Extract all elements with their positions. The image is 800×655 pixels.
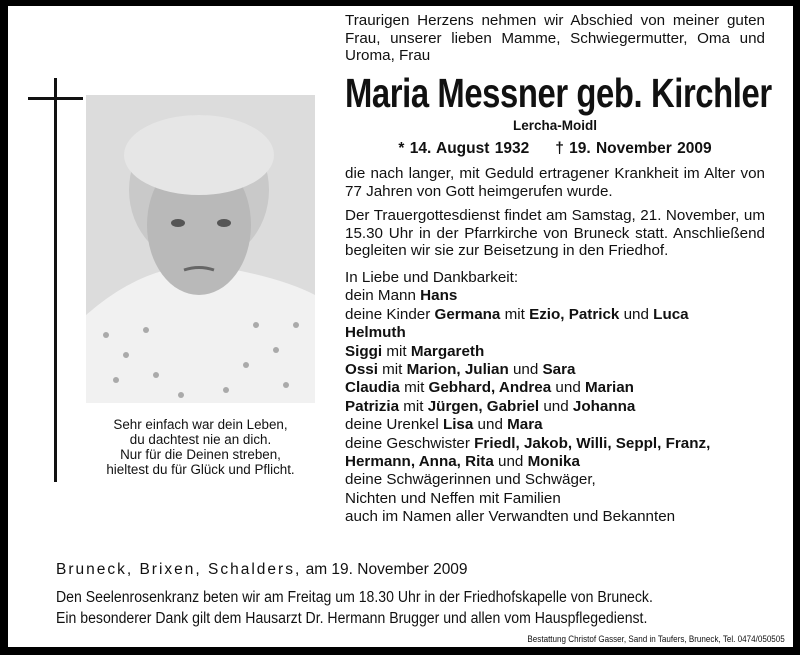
mourner-name: Ossi <box>345 360 378 378</box>
mourner-line <box>345 287 765 305</box>
place-date <box>56 561 468 579</box>
mourner-text: und <box>473 416 508 434</box>
mourner-name: Monika <box>527 453 580 470</box>
mourner-line <box>345 269 765 287</box>
mourner-name: Marian <box>584 379 634 397</box>
mourner-text: deine Kinder <box>345 305 435 323</box>
mourner-line <box>345 343 765 361</box>
mourner-text: und <box>551 379 585 397</box>
poem-line: du dachtest nie an dich. <box>129 432 272 447</box>
mourner-line <box>345 508 765 526</box>
mourner-text: und <box>539 397 573 415</box>
mourner-name: Marion, Julian <box>406 360 509 378</box>
mourner-text: auch im Namen aller Verwandten und Bekannten <box>345 508 676 526</box>
place: Bruneck, Brixen, Schalders, <box>56 561 302 578</box>
mourner-line <box>345 379 765 397</box>
mourner-text: deine Urenkel <box>345 416 443 434</box>
mourner-text: dein Mann <box>345 287 421 305</box>
mourner-line <box>345 453 765 471</box>
poem-line: hieltest du für Glück und Pflicht. <box>106 462 295 477</box>
mourner-name: Sara <box>542 360 576 378</box>
mourner-text: mit <box>399 397 428 415</box>
nickname: Lercha-Moidl <box>512 117 597 133</box>
funeral-home-credit: Bestattung Christof Gasser, Sand in Taufers, Bruneck, Tel. 0474/050505 <box>527 634 785 645</box>
mourner-text: In Liebe und Dankbarkeit: <box>345 268 519 286</box>
mourner-text: mit <box>377 360 407 378</box>
cross-icon-bar <box>28 97 83 100</box>
mourner-text: und <box>493 453 528 470</box>
mourner-name: Ezio, Patrick <box>529 305 620 323</box>
mourner-name: Luca <box>653 305 689 323</box>
thanks-text: Ein besonderer Dank gilt dem Hausarzt Dr. Hermann Brugger und allen vom Hauspflegedienst. <box>56 610 648 627</box>
mourner-line <box>345 435 765 453</box>
mourner-name: Friedl, Jakob, Willi, Seppl, Franz, <box>474 434 711 452</box>
mourner-name: Claudia <box>345 379 400 397</box>
mourner-text: und <box>619 305 654 323</box>
obituary-notice <box>8 6 793 647</box>
mourner-name: Hans <box>420 287 458 305</box>
intro-text: Traurigen Herzens nehmen wir Abschied von meiner guten Frau, unserer lieben Mamme, Schwiegermutter, Oma und Uroma, Frau <box>345 12 765 65</box>
deceased-name: Maria Messner geb. Kirchler <box>345 69 772 116</box>
poem-line: Nur für die Deinen streben, <box>120 447 281 462</box>
mourner-name: Patrizia <box>345 397 400 415</box>
birth-date: * 14. August 1932 <box>398 140 530 158</box>
mourner-name: Johanna <box>572 397 636 415</box>
mourner-line <box>345 361 765 379</box>
mourner-text: deine Schwägerinnen und Schwäger, <box>345 471 596 489</box>
mourner-text: deine Geschwister <box>345 434 475 452</box>
mourner-name: Lisa <box>442 416 474 434</box>
mourner-name: Jürgen, Gabriel <box>427 397 540 415</box>
closing-notes <box>56 587 653 629</box>
mourner-name: Mara <box>507 416 543 434</box>
mourner-text: Nichten und Neffen mit Familien <box>345 489 561 507</box>
life-dates <box>345 140 765 158</box>
death-date: † 19. November 2009 <box>555 140 712 158</box>
funeral-text: Der Trauergottesdienst findet am Samstag, 21. November, um 15.30 Uhr in der Pfarrkirche von Bruneck statt. Anschließend begleiten wir sie zur Beisetzung in den Friedhof. <box>345 207 765 260</box>
mourner-name: Margareth <box>410 342 485 360</box>
poem <box>88 417 313 477</box>
mourner-text: und <box>508 360 543 378</box>
mourner-line <box>345 490 765 508</box>
mourner-line <box>345 471 765 489</box>
mourner-name: Hermann, Anna, Rita <box>345 453 494 470</box>
mourner-name: Germana <box>434 305 501 323</box>
mourner-text: mit <box>399 379 429 397</box>
rosary-text: Den Seelenrosenkranz beten wir am Freitag um 18.30 Uhr in der Friedhofskapelle von Bruneck. <box>56 589 653 606</box>
mourners-list <box>345 269 765 527</box>
mourner-line <box>345 398 765 416</box>
mourner-line <box>345 416 765 434</box>
date: am 19. November 2009 <box>301 561 468 578</box>
mourner-line <box>345 324 765 342</box>
mourner-line <box>345 306 765 324</box>
mourner-name: Gebhard, Andrea <box>428 379 552 397</box>
mourner-text: mit <box>382 342 411 360</box>
portrait-photo <box>86 95 315 403</box>
mourner-name: Helmuth <box>345 324 406 342</box>
mourner-text: mit <box>500 305 530 323</box>
cross-icon <box>54 78 57 482</box>
poem-line: Sehr einfach war dein Leben, <box>113 417 288 432</box>
notice-body <box>345 12 772 527</box>
death-text: die nach langer, mit Geduld ertragener Krankheit im Alter von 77 Jahren von Gott heimgerufen wurde. <box>345 164 765 200</box>
mourner-name: Siggi <box>345 342 383 360</box>
